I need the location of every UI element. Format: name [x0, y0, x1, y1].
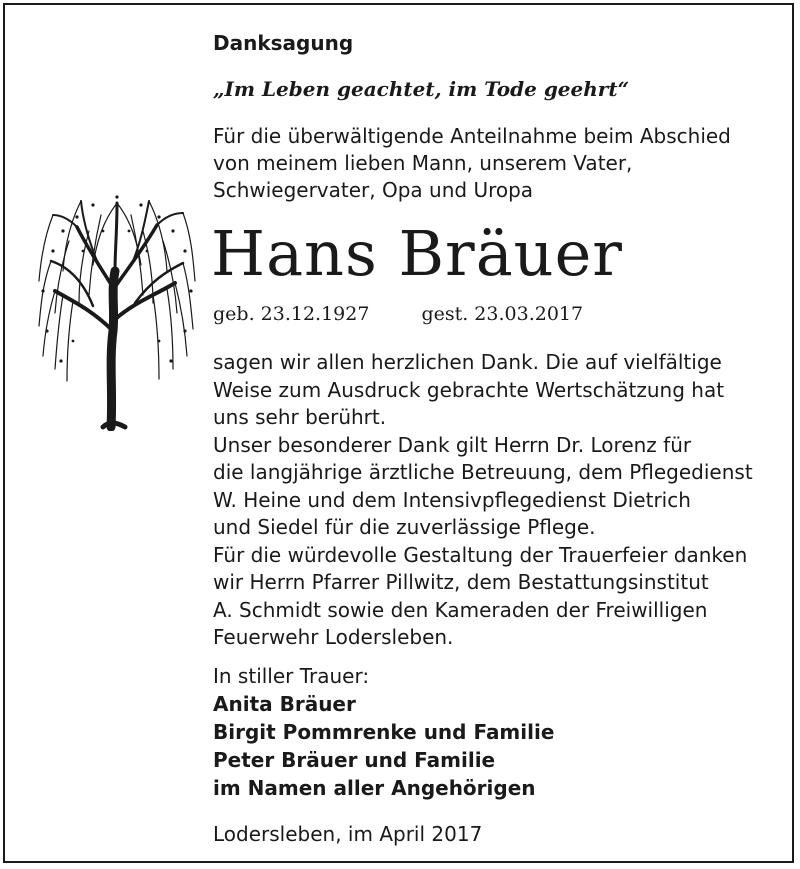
grief-intro: In stiller Trauer:: [213, 664, 370, 688]
intro-line: von meinem lieben Mann, unserem Vater,: [213, 151, 633, 175]
place-and-date: Lodersleben, im April 2017: [213, 822, 483, 846]
mourner-name: Birgit Pommrenke und Familie: [213, 720, 555, 744]
thanks-paragraph: [213, 349, 753, 652]
mourners-block: [213, 662, 554, 802]
body-line: A. Schmidt sowie den Kameraden der Freiwilligen: [213, 597, 708, 622]
body-line: Feuerwehr Lodersleben.: [213, 625, 454, 649]
body-line: die langjährige ärztliche Betreuung, dem Pflegedienst: [213, 460, 753, 484]
body-line: und Siedel für die zuverlässige Pflege.: [213, 515, 596, 539]
life-dates: [213, 303, 583, 325]
birth-date: geb. 23.12.1927: [213, 303, 370, 325]
intro-line: Für die überwältigende Anteilnahme beim Abschied: [213, 124, 731, 148]
willow-tree-icon: [33, 191, 198, 431]
body-line: sagen wir allen herzlichen Dank. Die auf vielfältige: [213, 350, 722, 374]
body-line: W. Heine und dem Intensivpflegedienst Dietrich: [213, 487, 691, 512]
body-line: Unser besonderer Dank gilt Herrn Dr. Lorenz für: [213, 432, 692, 457]
body-line: wir Herrn Pfarrer Pillwitz, dem Bestattungsinstitut: [213, 570, 709, 594]
notice-motto: „Im Leben geachtet, im Tode geehrt“: [213, 77, 630, 101]
body-line: Weise zum Ausdruck gebrachte Wertschätzung hat: [213, 377, 725, 402]
intro-line: Schwiegervater, Opa und Uropa: [213, 178, 534, 202]
obituary-notice: [3, 3, 794, 863]
death-date: gest. 23.03.2017: [421, 303, 584, 325]
notice-heading: Danksagung: [213, 31, 354, 55]
intro-paragraph: [213, 123, 731, 204]
mourner-name: im Namen aller Angehörigen: [213, 776, 536, 800]
mourner-name: Anita Bräuer: [213, 692, 356, 716]
body-line: uns sehr berührt.: [213, 405, 387, 429]
body-line: Für die würdevolle Gestaltung der Trauerfeier danken: [213, 542, 748, 567]
mourner-name: Peter Bräuer und Familie: [213, 748, 496, 772]
deceased-name: Hans Bräuer: [211, 217, 623, 290]
